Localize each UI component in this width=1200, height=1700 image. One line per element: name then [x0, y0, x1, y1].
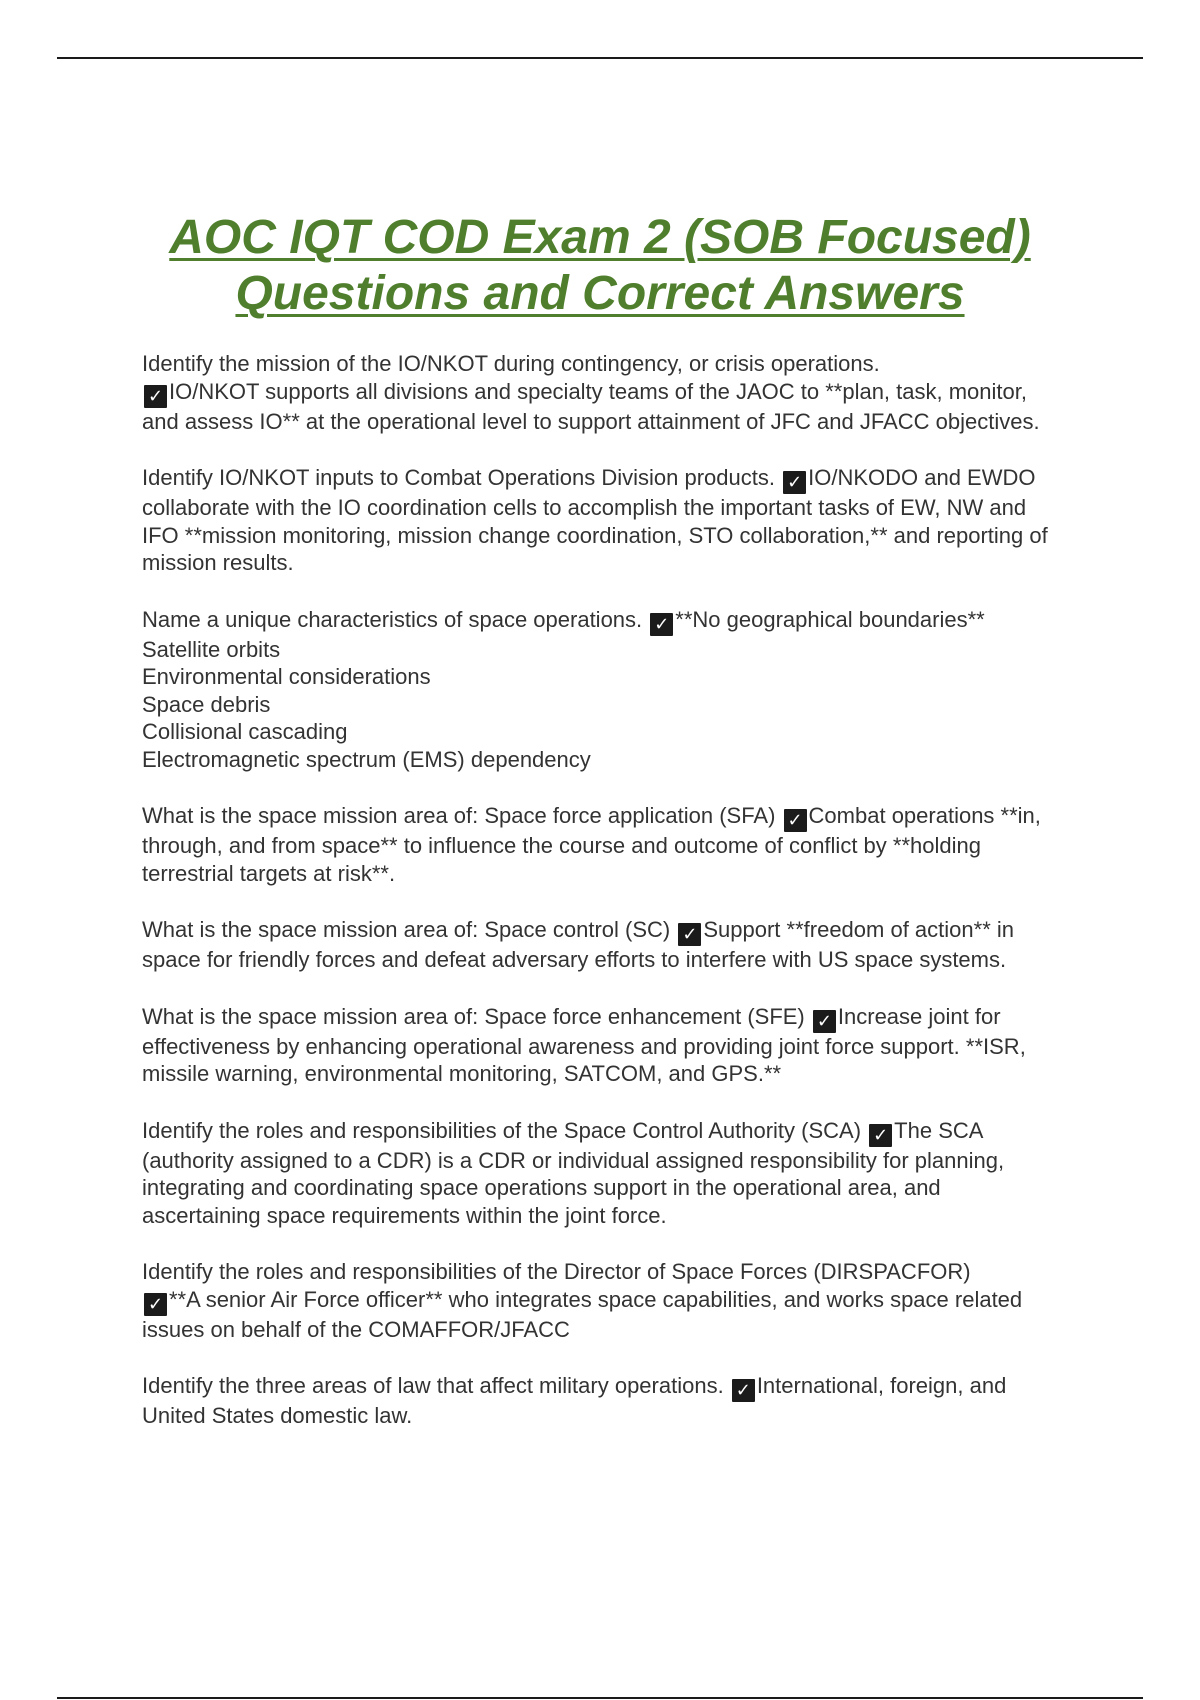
qa-list: [142, 350, 1062, 1459]
qa-item: [142, 464, 1062, 577]
checkmark-icon: ✓: [144, 385, 167, 408]
title-line-2: Questions and Correct Answers: [235, 267, 965, 320]
question-text: Name a unique characteristics of space operations.: [142, 606, 643, 632]
question-text: Identify the three areas of law that affect military operations.: [142, 1373, 724, 1398]
answer-line: Satellite orbits: [142, 636, 281, 662]
question-text: What is the space mission area of: Space control (SC): [142, 917, 671, 942]
checkmark-icon: ✓: [732, 1379, 755, 1402]
answer-text: Increase joint for effectiveness by enhancing operational awareness and providing joint force support. **ISR, missile warning, environmental monitoring, SATCOM, and GPS.**: [142, 1003, 1026, 1086]
qa-item: [142, 1372, 1062, 1430]
qa-item: [142, 916, 1062, 974]
question-text: Identify the roles and responsibilities of the Space Control Authority (SCA): [142, 1117, 862, 1143]
answer-text: Support **freedom of action** in space for friendly forces and defeat adversary efforts to interfere with US space systems.: [142, 917, 1014, 972]
answer-line: Collisional cascading: [142, 719, 348, 744]
header-rule: [57, 57, 1143, 59]
qa-item: [142, 350, 1062, 435]
answer-text: **No geographical boundaries**: [675, 606, 985, 632]
checkmark-icon: ✓: [784, 809, 807, 832]
answer-text: IO/NKODO and EWDO collaborate with the IO coordination cells to accomplish the important tasks of EW, NW and IFO **mission monitoring, mission change coordination, STO collaboration,** and reporting of mission results.: [142, 465, 1048, 575]
question-text: Identify the roles and responsibilities of the Director of Space Forces (DIRSPACFOR): [142, 1259, 971, 1284]
answer-text: **A senior Air Force officer** who integrates space capabilities, and works space related issues on behalf of the COMAFFOR/JFACC: [142, 1286, 1023, 1342]
checkmark-icon: ✓: [144, 1293, 167, 1316]
question-text: What is the space mission area of: Space force application (SFA): [142, 803, 776, 828]
checkmark-icon: ✓: [783, 471, 806, 494]
checkmark-icon: ✓: [813, 1010, 836, 1033]
checkmark-icon: ✓: [650, 613, 673, 636]
checkmark-icon: ✓: [678, 923, 701, 946]
qa-item: [142, 802, 1062, 887]
qa-item: [142, 1258, 1062, 1343]
answer-text: Combat operations **in, through, and from space** to influence the course and outcome of conflict by **holding terrestrial targets at risk**.: [142, 803, 1041, 886]
qa-item: [142, 1117, 1062, 1230]
answer-text: IO/NKOT supports all divisions and specialty teams of the JAOC to **plan, task, monitor, and assess IO** at the operational level to support attainment of JFC and JFACC objectives.: [142, 378, 1040, 434]
footer-rule: [57, 1697, 1143, 1699]
qa-item: [142, 606, 1062, 774]
checkmark-icon: ✓: [869, 1124, 892, 1147]
question-text: Identify IO/NKOT inputs to Combat Operations Division products.: [142, 465, 775, 490]
answer-text: The SCA (authority assigned to a CDR) is a CDR or individual assigned responsibility for planning, integrating and coordinating space operations support in the operational area, and ascertaining space requirements within the joint force.: [142, 1117, 1005, 1228]
question-text: Identify the mission of the IO/NKOT during contingency, or crisis operations.: [142, 351, 880, 376]
document-title: [100, 210, 1100, 322]
qa-item: [142, 1003, 1062, 1088]
title-line-1: AOC IQT COD Exam 2 (SOB Focused): [169, 211, 1031, 264]
answer-line: Electromagnetic spectrum (EMS) dependency: [142, 746, 591, 772]
answer-line: Environmental considerations: [142, 664, 431, 689]
answer-text: International, foreign, and United States domestic law.: [142, 1373, 1007, 1428]
question-text: What is the space mission area of: Space force enhancement (SFE): [142, 1003, 805, 1029]
answer-line: Space debris: [142, 691, 271, 717]
